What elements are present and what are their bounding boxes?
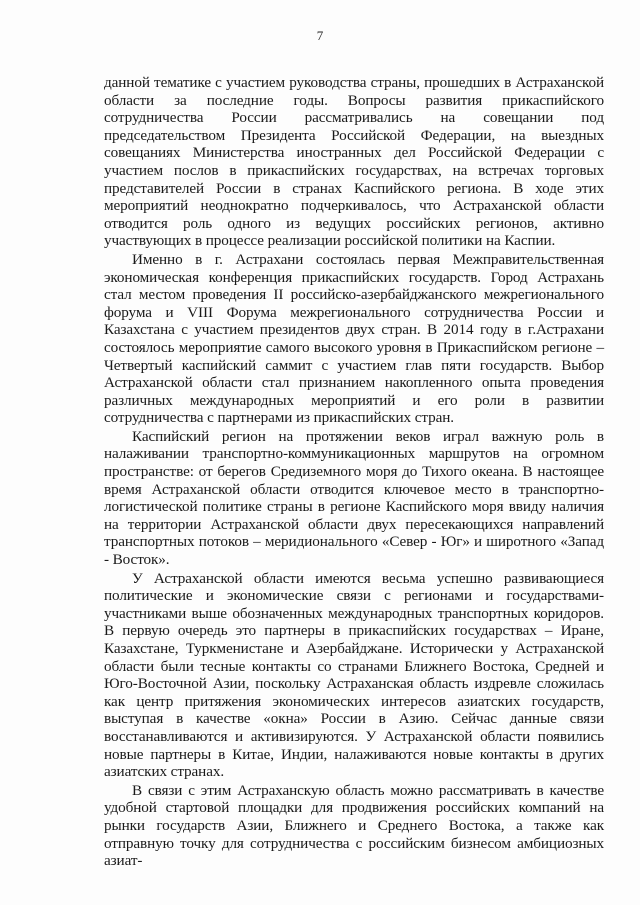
paragraph-4: У Астраханской области имеются весьма успешно развивающиеся политические и экономические связи с регионами и государствами-участниками выше обозначенных международных транспортных коридоров. В первую очередь это партнеры в прикаспийских государствах – Иране, Казахстане, Туркменистане и Азербайджане. Исторически у Астраханской области были тесные контакты со странами Ближнего Востока, Средней и Юго-Восточной Азии, поскольку Астраханская область издревле сложилась как центр притяжения экономических интересов азиатских государств, выступая в качестве «окна» России в Азию. Сейчас данные связи восстанавливаются и активизируются. У Астраханской области появились новые партнеры в Китае, Индии, налаживаются новые контакты в других азиатских странах. (104, 569, 604, 781)
paragraph-1: данной тематике с участием руководства страны, прошедших в Астраханской области за последние годы. Вопросы развития прикаспийского сотрудничества России рассматривались на совещании под председательством Президента Российской Федерации, на выездных совещаниях Министерства иностранных дел Российской Федерации с участием послов в прикаспийских государствах, на встречах торговых представителей России в странах Каспийского региона. В ходе этих мероприятий неоднократно подчеркивалось, что Астраханской области отводится роль одного из ведущих российских регионов, активно участвующих в процессе реализации российской политики на Каспии. (104, 74, 604, 250)
body-text (104, 74, 604, 870)
paragraph-2: Именно в г. Астрахани состоялась первая Межправительственная экономическая конференция прикаспийских государств. Город Астрахань стал местом проведения II российско-азербайджанского межрегионального форума и VIII Форума межрегионального сотрудничества России и Казахстана с участием президентов двух стран. В 2014 году в г.Астрахани состоялось мероприятие самого высокого уровня в Прикаспийском регионе – Четвертый каспийский саммит с участием глав пяти государств. Выбор Астраханской области стал признанием накопленного опыта проведения различных международных мероприятий и его роли в развитии сотрудничества с партнерами из прикаспийских стран. (104, 250, 604, 427)
paragraph-3: Каспийский регион на протяжении веков играл важную роль в налаживании транспортно-коммуникационных маршрутов на огромном пространстве: от берегов Средиземного моря до Тихого океана. В настоящее время Астраханской области отводится ключевое место в транспортно-логистической политике страны в регионе Каспийского моря ввиду наличия на территории Астраханской области двух пересекающихся направлений транспортных потоков – меридионального «Север - Юг» и широтного «Запад - Восток». (104, 427, 604, 569)
page-number: 7 (316, 28, 324, 43)
paragraph-5: В связи с этим Астраханскую область можно рассматривать в качестве удобной стартовой площадки для продвижения российских компаний на рынки государств Азии, Ближнего и Среднего Востока, а также как отправную точку для сотрудничества с российским бизнесом амбициозных азиат- (104, 781, 604, 870)
